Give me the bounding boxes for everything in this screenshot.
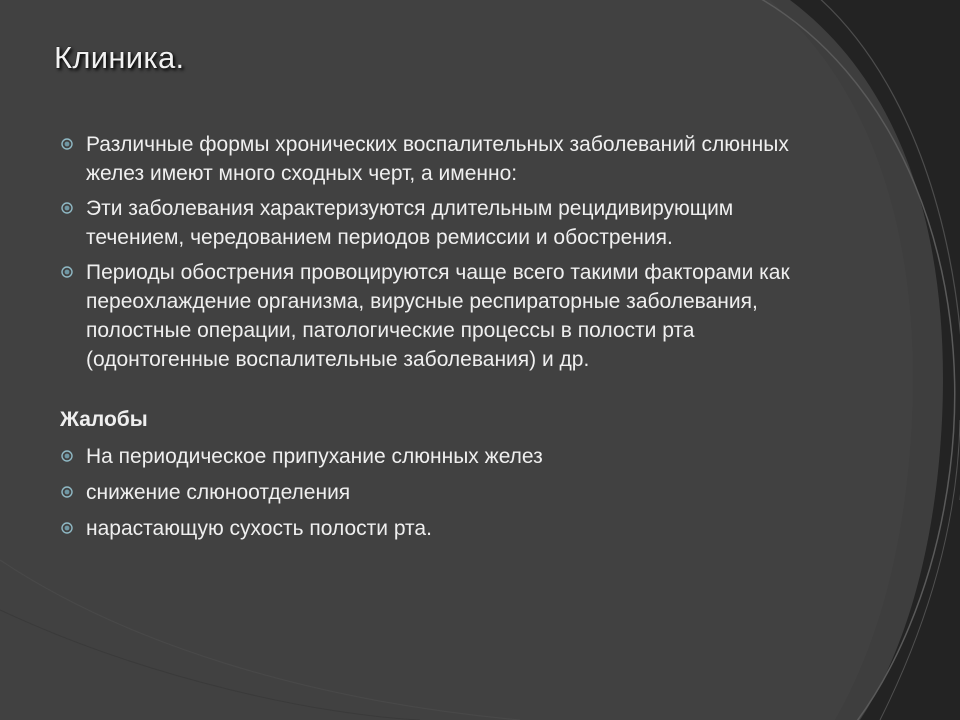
circle-target-icon xyxy=(61,266,73,278)
list-item xyxy=(58,258,828,374)
list-item xyxy=(58,130,828,188)
complaint-text: На периодическое припухание слюнных желез xyxy=(86,445,543,468)
circle-target-icon xyxy=(61,450,73,462)
bullet-text: Различные формы хронических воспалительных заболеваний слюнных желез имеют много сходных черт, а именно: xyxy=(86,133,789,185)
complaint-text: нарастающую сухость полости рта. xyxy=(86,517,432,540)
complaint-text: снижение слюноотделения xyxy=(86,481,351,504)
complaints-list xyxy=(58,442,828,543)
list-item xyxy=(58,194,828,252)
circle-target-icon xyxy=(61,522,73,534)
list-item xyxy=(58,514,828,543)
slide-title: Клиника. xyxy=(54,40,185,75)
circle-target-icon xyxy=(61,202,73,214)
circle-target-icon xyxy=(61,138,73,150)
list-item xyxy=(58,442,828,471)
list-item xyxy=(58,478,828,507)
bullet-text: Эти заболевания характеризуются длительным рецидивирующим течением, чередованием периодов ремиссии и обострения. xyxy=(86,197,734,249)
main-bullet-list xyxy=(58,130,828,374)
complaints-heading: Жалобы xyxy=(60,408,148,431)
circle-target-icon xyxy=(61,486,73,498)
slide-content xyxy=(58,130,828,550)
bullet-text: Периоды обострения провоцируются чаще всего такими факторами как переохлаждение организма, вирусные респираторные заболевания, полостные операции, патологические процессы в полости рта (одонтогенные воспалительные заболевания) и др. xyxy=(86,261,790,371)
